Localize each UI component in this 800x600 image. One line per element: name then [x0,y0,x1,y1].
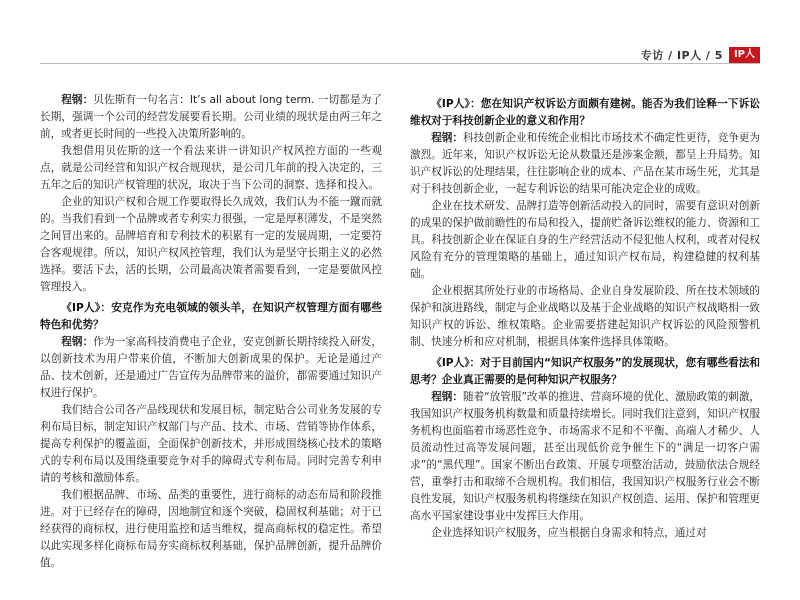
paragraph-text: 企业选择知识产权服务，应当根据自身需求和特点，通过对 [431,527,707,539]
answer-paragraph [40,194,382,296]
answer-paragraph [410,130,760,198]
question-text: 《IP人》：您在知识产权诉讼方面颇有建树。能否为我们诠释一下诉讼维权对于科技创新企业的意义和作用？ [410,98,760,127]
speaker-name: 程钢： [61,94,94,106]
header-divider [40,63,760,64]
paragraph-text: 我们结合公司各产品线现状和发展目标，制定贴合公司业务发展的专利布局目标，制定知识产权部门与产品、技术、市场、营销等协作体系，提高专利保护的覆盖面，全面保护创新技术，并形成围绕核心技术的策略式的专利布局以及围绕重要竞争对手的障碍式专利布局。同时完善专利申请的考核和激励体系。 [40,404,382,484]
header-section [641,47,760,63]
speaker-name: 程钢： [431,132,464,144]
left-column [40,92,382,572]
answer-paragraph [40,487,382,572]
answer-paragraph [410,198,760,283]
interview-question [40,300,382,334]
answer-paragraph [40,334,382,402]
paragraph-text: 企业的知识产权和合规工作要取得长久成效，我们认为不能一蹴而就的。当我们看到一个品牌或者专利实力很强，一定是厚积薄发，不是突然之间冒出来的。品牌培育和专利技术的积累有一定的发展周期，一定要符合客观规律。所以，知识产权风控管理，我们认为是坚守长期主义的必然选择。要活下去，活的长期，公司最高决策者需要看到，一定是要做风控管理投入。 [40,196,382,293]
speaker-name: 程钢： [61,336,94,348]
answer-paragraph [410,525,760,542]
answer-paragraph [410,389,760,525]
page-header [40,38,760,64]
paragraph-text: 作为一家高科技消费电子企业，安克创新长期持续投入研发，以创新技术为用户带来价值，不断加大创新成果的保护。无论是通过产品、技术创新，还是通过广告宣传为品牌带来的溢价，都需要通过知识产权进行保护。 [40,336,382,399]
paragraph-text: 企业在技术研发、品牌打造等创新活动投入的同时，需要有意识对创新的成果的保护做前瞻性的布局和投入，提前贮备诉讼维权的能力、资源和工具。科技创新企业在保证自身的生产经营活动不侵犯他人权利，或者对侵权风险有充分的管理策略的基础上，通过知识产权布局，构建稳健的权利基础。 [410,200,760,280]
header-badge: IP人 [729,47,760,63]
paragraph-text: 随着“放管服”改革的推进、营商环境的优化、激励政策的刺激，我国知识产权服务机构数量和质量持续增长。同时我们注意到，知识产权服务机构也面临着市场恶性竞争、市场需求不足和不平衡、高端人才稀少、人员流动性过高等发展问题，甚至出现低价竞争催生下的“满足一切客户需求”的“黑代理”。国家不断出台政策、开展专项整治活动，鼓励依法合规经营，重拳打击和取缔不合规机构。我们相信，我国知识产权服务行业会不断良性发展，知识产权服务机构将继续在知识产权创造、运用、保护和管理更高水平国家建设事业中发挥巨大作用。 [410,391,761,522]
answer-paragraph [40,143,382,194]
right-column [410,92,760,542]
paragraph-text: 贝佐斯有一句名言：It’s all about long term. 一切都是为了长期，强调一个公司的经营发展要看长期。公司业绩的现状是由两三年之前，或者更长时间的一些投入决策所影响的。 [40,94,383,140]
answer-paragraph [40,402,382,487]
speaker-name: 程钢： [431,391,463,403]
answer-paragraph [410,283,760,351]
header-section-label: 专访 / IP人 / 5 [640,49,723,62]
paragraph-text: 企业根据其所处行业的市场格局、企业自身发展阶段、所在技术领域的保护和演进路线，制定与企业战略以及基于企业战略的知识产权战略相一致知识产权的诉讼、维权策略。企业需要搭建起知识产权诉讼的风险预警机制、快速分析和应对机制，根据具体案件选择具体策略。 [410,285,760,348]
paragraph-text: 科技创新企业和传统企业相比市场技术不确定性更待，竞争更为激烈。近年来，知识产权诉讼无论从数量还是涉案金额，都呈上升局势。知识产权诉讼的处理结果，往往影响企业的成本、产品在某市场生死，尤其是对于科技创新企业，一起专利诉讼的结果可能决定企业的成败。 [410,132,761,195]
paragraph-text: 我想借用贝佐斯的这一个看法来讲一讲知识产权风控方面的一些观点，就是公司经营和知识产权合规现状，是公司几年前的投入决定的，三五年之后的知识产权管理的状况，取决于当下公司的洞察、选择和投入。 [40,145,382,191]
interview-question [410,96,760,130]
paragraph-text: 我们根据品牌、市场、品类的重要性，进行商标的动态布局和阶段推进。对于已经存在的障碍，因地制宜和逐个突破，稳固权利基础；对于已经获得的商标权，进行使用监控和适当维权，提高商标权的稳定性。希望以此实现多样化商标布局夯实商标权利基础，保护品牌创新，提升品牌价值。 [40,489,382,569]
question-text: 《IP人》：安克作为充电领域的领头羊，在知识产权管理方面有哪些特色和优势？ [40,302,382,331]
answer-paragraph [40,92,382,143]
question-text: 《IP人》：对于目前国内“知识产权服务”的发展现状，您有哪些看法和思考？企业真正需要的是何种知识产权服务？ [410,357,760,386]
interview-question [410,355,760,389]
